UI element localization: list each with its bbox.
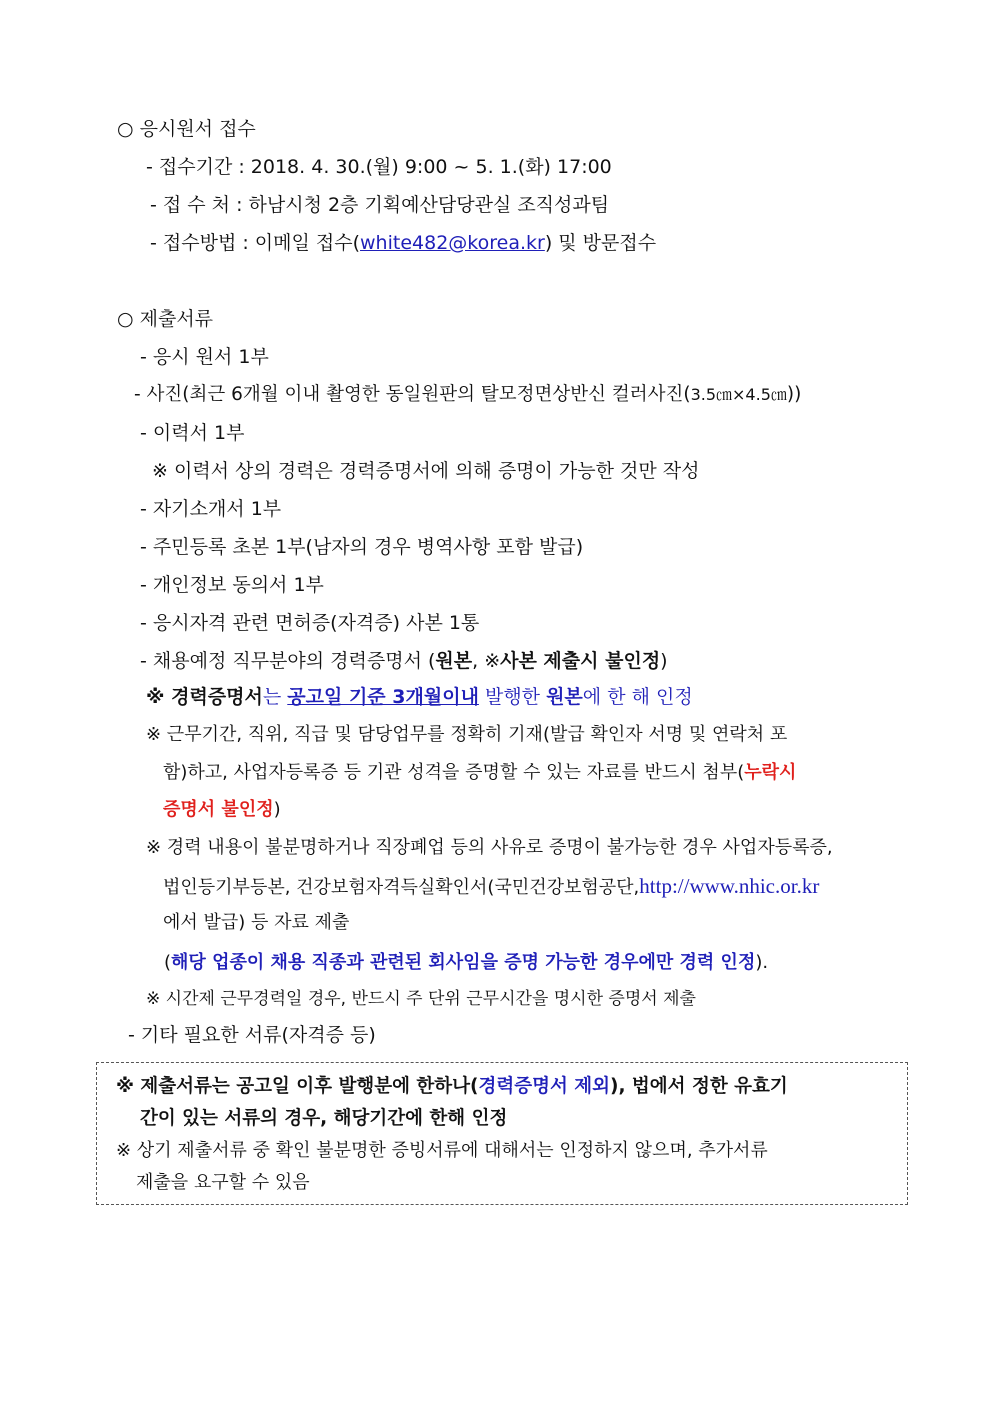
doc-privacy: - 개인정보 동의서 1부: [140, 574, 324, 596]
documents-header: ○ 제출서류: [117, 308, 214, 330]
note1-cert: 경력증명서: [171, 686, 263, 708]
receipt-period-label: - 접수기간 :: [146, 156, 251, 178]
receipt-method-prefix: - 접수방법 : 이메일 접수(: [150, 232, 361, 254]
note2-missing: 누락시: [744, 762, 797, 783]
note-duty-line2: [163, 760, 796, 786]
doc-intro: - 자기소개서 1부: [140, 498, 282, 520]
note3-open: (: [164, 952, 172, 973]
note1-highlight: 공고일 기준 3개월이내: [287, 686, 479, 708]
doc-other: - 기타 필요한 서류(자격증 등): [128, 1024, 376, 1046]
receipt-method-suffix: ) 및 방문접수: [544, 232, 657, 254]
box-line4: 제출을 요구할 수 있음: [136, 1172, 310, 1193]
receipt-header: ○ 응시원서 접수: [117, 118, 256, 140]
note-duty-line3: [163, 797, 281, 823]
note-unclear-line3: 에서 발급) 등 자료 제출: [163, 912, 350, 933]
nhic-link[interactable]: http://www.nhic.or.kr: [639, 874, 820, 898]
doc-career-cert: [140, 648, 668, 674]
box-line3: ※ 상기 제출서류 중 확인 불분명한 증빙서류에 대해서는 인정하지 않으며, 추가서류: [116, 1140, 768, 1161]
career-cert-copy-rejected: 사본 제출시 불인정: [500, 650, 661, 672]
note-unclear-line2: [163, 873, 819, 901]
note-career-validity: [146, 684, 693, 710]
note1-original: 원본: [546, 686, 583, 708]
doc-resume: - 이력서 1부: [140, 422, 245, 444]
note1-mark: ※: [146, 686, 172, 708]
note2-line2-text: 함)하고, 사업자등록증 등 기관 성격을 증명할 수 있는 자료를 반드시 첨부(: [163, 762, 745, 783]
career-cert-prefix: - 채용예정 직무분야의 경력증명서 (: [140, 650, 436, 672]
career-cert-suffix: ): [660, 650, 668, 672]
note3-close: ).: [755, 952, 769, 973]
receipt-period-value: 2018. 4. 30.(월) 9:00 ~ 5. 1.(화) 17:00: [250, 156, 612, 178]
doc-photo: [134, 382, 801, 408]
note3-line2-text: 법인등기부등본, 건강보험자격득실확인서(국민건강보험공단,: [163, 877, 640, 898]
note2-close: ): [273, 799, 281, 820]
receipt-period: [146, 154, 612, 180]
doc-photo-size: 3.5㎝×4.5㎝: [690, 385, 787, 404]
career-cert-original: 원본: [435, 650, 473, 672]
note-unclear-line4: [164, 950, 768, 976]
note-duty-line1: ※ 근무기간, 직위, 직급 및 담당업무를 정확히 기재(발급 확인자 서명 및 연락처 포: [146, 724, 788, 745]
doc-license: - 응시자격 관련 면허증(자격증) 사본 1통: [140, 612, 480, 634]
doc-resident: - 주민등록 초본 1부(남자의 경우 병역사항 포함 발급): [140, 536, 584, 558]
receipt-email-link[interactable]: white482@korea.kr: [360, 232, 545, 254]
note1-text3: 에 한 해 인정: [582, 686, 693, 708]
career-cert-mid: , ※: [472, 650, 501, 672]
receipt-place: - 접 수 처 : 하남시청 2층 기획예산담당관실 조직성과팀: [150, 194, 610, 216]
doc-application: - 응시 원서 1부: [140, 346, 269, 368]
doc-resume-note: ※ 이력서 상의 경력은 경력증명서에 의해 증명이 가능한 것만 작성: [152, 460, 700, 482]
note2-rejected: 증명서 불인정: [163, 799, 274, 820]
note1-text1: 는: [262, 686, 288, 708]
box-line1: [116, 1074, 788, 1100]
note-unclear-line1: ※ 경력 내용이 불분명하거나 직장폐업 등의 사유로 증명이 불가능한 경우 사업자등록증,: [146, 837, 833, 858]
box-line1-a: ※ 제출서류는 공고일 이후 발행분에 한하나(: [116, 1076, 479, 1097]
note1-text2: 발행한: [478, 686, 547, 708]
doc-photo-suffix: )): [786, 384, 802, 405]
box-line1-blue: 경력증명서 제외: [478, 1076, 610, 1097]
box-line1-b: ), 법에서 정한 유효기: [610, 1076, 788, 1097]
note3-bold: 해당 업종이 채용 직종과 관련된 회사임을 증명 가능한 경우에만 경력 인정: [171, 952, 756, 973]
doc-photo-prefix: - 사진(최근 6개월 이내 촬영한 동일원판의 탈모정면상반신 컬러사진(: [134, 384, 691, 405]
receipt-method: [150, 230, 656, 256]
note-parttime: ※ 시간제 근무경력일 경우, 반드시 주 단위 근무시간을 명시한 증명서 제출: [146, 989, 696, 1009]
box-line2: 간이 있는 서류의 경우, 해당기간에 한해 인정: [140, 1108, 508, 1129]
